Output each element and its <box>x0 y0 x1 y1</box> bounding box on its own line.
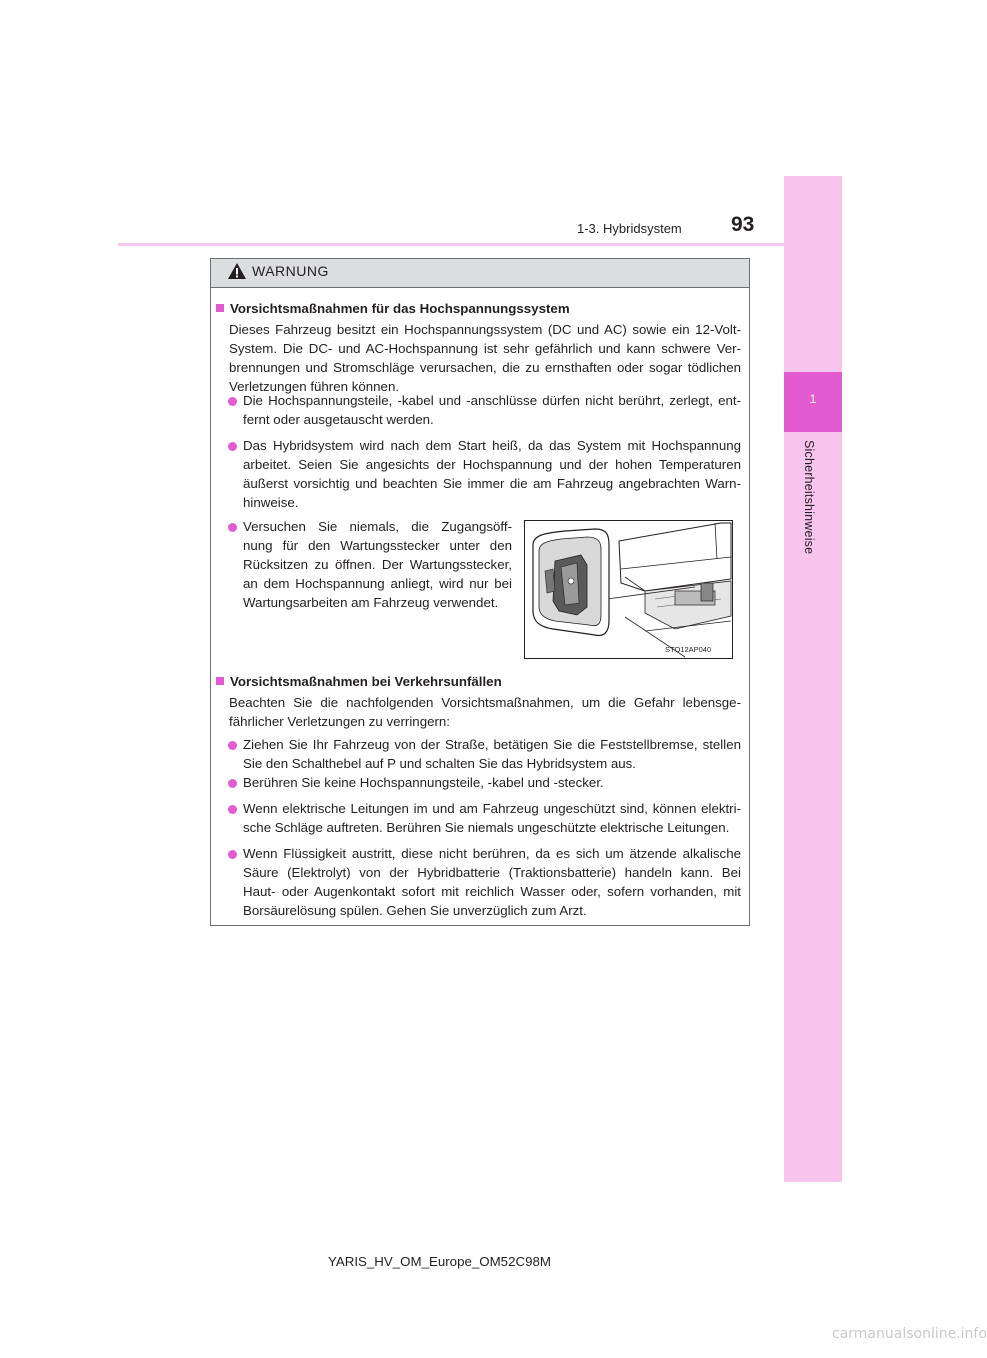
page-number: 93 <box>731 213 755 236</box>
text-line: System. Die DC- und AC-Hochspannung ist sehr gefährlich und kann schwere Ver- <box>229 341 741 356</box>
text-line: Beachten Sie die nachfolgenden Vorsichtsmaßnahmen, um die Gefahr lebensge- <box>229 695 741 710</box>
text-line: Wenn elektrische Leitungen im und am Fahrzeug ungeschützt sind, können elektri- <box>243 801 741 816</box>
figure-code-label: STO12AP040 <box>665 645 712 654</box>
section2-bullet2 <box>243 773 741 792</box>
text-line: Wartungsarbeiten am Fahrzeug verwendet. <box>243 595 499 610</box>
text-line: Das Hybridsystem wird nach dem Start heiß, da das System mit Hochspannung <box>243 438 741 453</box>
bullet-dot-icon <box>228 805 237 814</box>
section1-heading <box>216 300 570 318</box>
text-line: hinweise. <box>243 495 299 510</box>
text-line: Berühren Sie keine Hochspannungsteile, -kabel und -stecker. <box>243 775 604 790</box>
warning-triangle-icon <box>227 262 247 280</box>
text-line: sche Schläge auftreten. Berühren Sie niemals ungeschützte elektrische Leitungen. <box>243 820 730 835</box>
section2-bullet3 <box>243 799 741 837</box>
text-line: arbeitet. Seien Sie angesichts der Hochspannung und der hohen Temperaturen <box>243 457 741 472</box>
text-line: Sie den Schalthebel auf P und schalten Sie das Hybridsystem aus. <box>243 756 636 771</box>
warning-title: WARNUNG <box>252 263 329 279</box>
section2-bullet4 <box>243 844 741 920</box>
text-line: an dem Hochspannung anliegt, wird nur bei <box>243 576 512 591</box>
text-line: fernt oder ausgetauscht werden. <box>243 412 434 427</box>
bullet-dot-icon <box>228 442 237 451</box>
bullet-dot-icon <box>228 741 237 750</box>
chapter-side-tab <box>784 176 842 1182</box>
section-title: 1-3. Hybridsystem <box>577 221 682 236</box>
text-line: Rücksitzen zu öffnen. Der Wartungsstecker, <box>243 557 512 572</box>
text-line: Haut- oder Augenkontakt sofort mit reichlich Wasser oder, sofern vorhanden, mit <box>243 884 741 899</box>
watermark: carmanualsonline.info <box>832 1326 987 1342</box>
service-plug-illustration <box>525 521 732 658</box>
text-line: Borsäurelösung spülen. Gehen Sie unverzüglich zum Arzt. <box>243 903 587 918</box>
section1-intro <box>229 320 741 396</box>
text-line: Ziehen Sie Ihr Fahrzeug von der Straße, betätigen Sie die Feststellbremse, stellen <box>243 737 741 752</box>
text-line: Säure (Elektrolyt) von der Hybridbatterie (Traktionsbatterie) handeln kann. Bei <box>243 865 741 880</box>
chapter-number: 1 <box>809 392 817 406</box>
text-line: Wenn Flüssigkeit austritt, diese nicht berühren, da es sich um ätzende alkalische <box>243 846 741 861</box>
section1-heading-text: Vorsichtsmaßnahmen für das Hochspannungssystem <box>230 301 570 316</box>
text-line: Die Hochspannungsteile, -kabel und -anschlüsse dürfen nicht berührt, zerlegt, ent- <box>243 393 741 408</box>
text-line: Dieses Fahrzeug besitzt ein Hochspannungssystem (DC und AC) sowie ein 12-Volt- <box>229 322 741 337</box>
text-line: nung für den Wartungsstecker unter den <box>243 538 512 553</box>
footer-document-id: YARIS_HV_OM_Europe_OM52C98M <box>328 1254 551 1269</box>
service-plug-figure <box>524 520 733 659</box>
square-bullet-icon <box>216 677 224 685</box>
chapter-title: Sicherheitshinweise <box>802 440 816 555</box>
section2-heading <box>216 673 502 691</box>
section1-bullet2 <box>243 436 741 512</box>
text-line: Verletzungen führen können. <box>229 379 400 394</box>
text-line: fährlicher Verletzungen zu verringern: <box>229 714 450 729</box>
text-line: Versuchen Sie niemals, die Zugangsöff- <box>243 519 512 534</box>
bullet-dot-icon <box>228 779 237 788</box>
bullet-dot-icon <box>228 523 237 532</box>
text-line: äußerst vorsichtig und beachten Sie immer die am Fahrzeug angebrachten Warn- <box>243 476 741 491</box>
bullet-dot-icon <box>228 397 237 406</box>
square-bullet-icon <box>216 304 224 312</box>
section2-intro <box>229 693 741 731</box>
header-rule <box>118 243 784 246</box>
text-line: brennungen und Stromschläge verursachen, die zu ernsthaften oder sogar tödlichen <box>229 360 741 375</box>
bullet-dot-icon <box>228 850 237 859</box>
section2-bullet1 <box>243 735 741 773</box>
section1-bullet1 <box>243 391 741 429</box>
section1-bullet3 <box>243 517 512 612</box>
section2-heading-text: Vorsichtsmaßnahmen bei Verkehrsunfällen <box>230 674 502 689</box>
